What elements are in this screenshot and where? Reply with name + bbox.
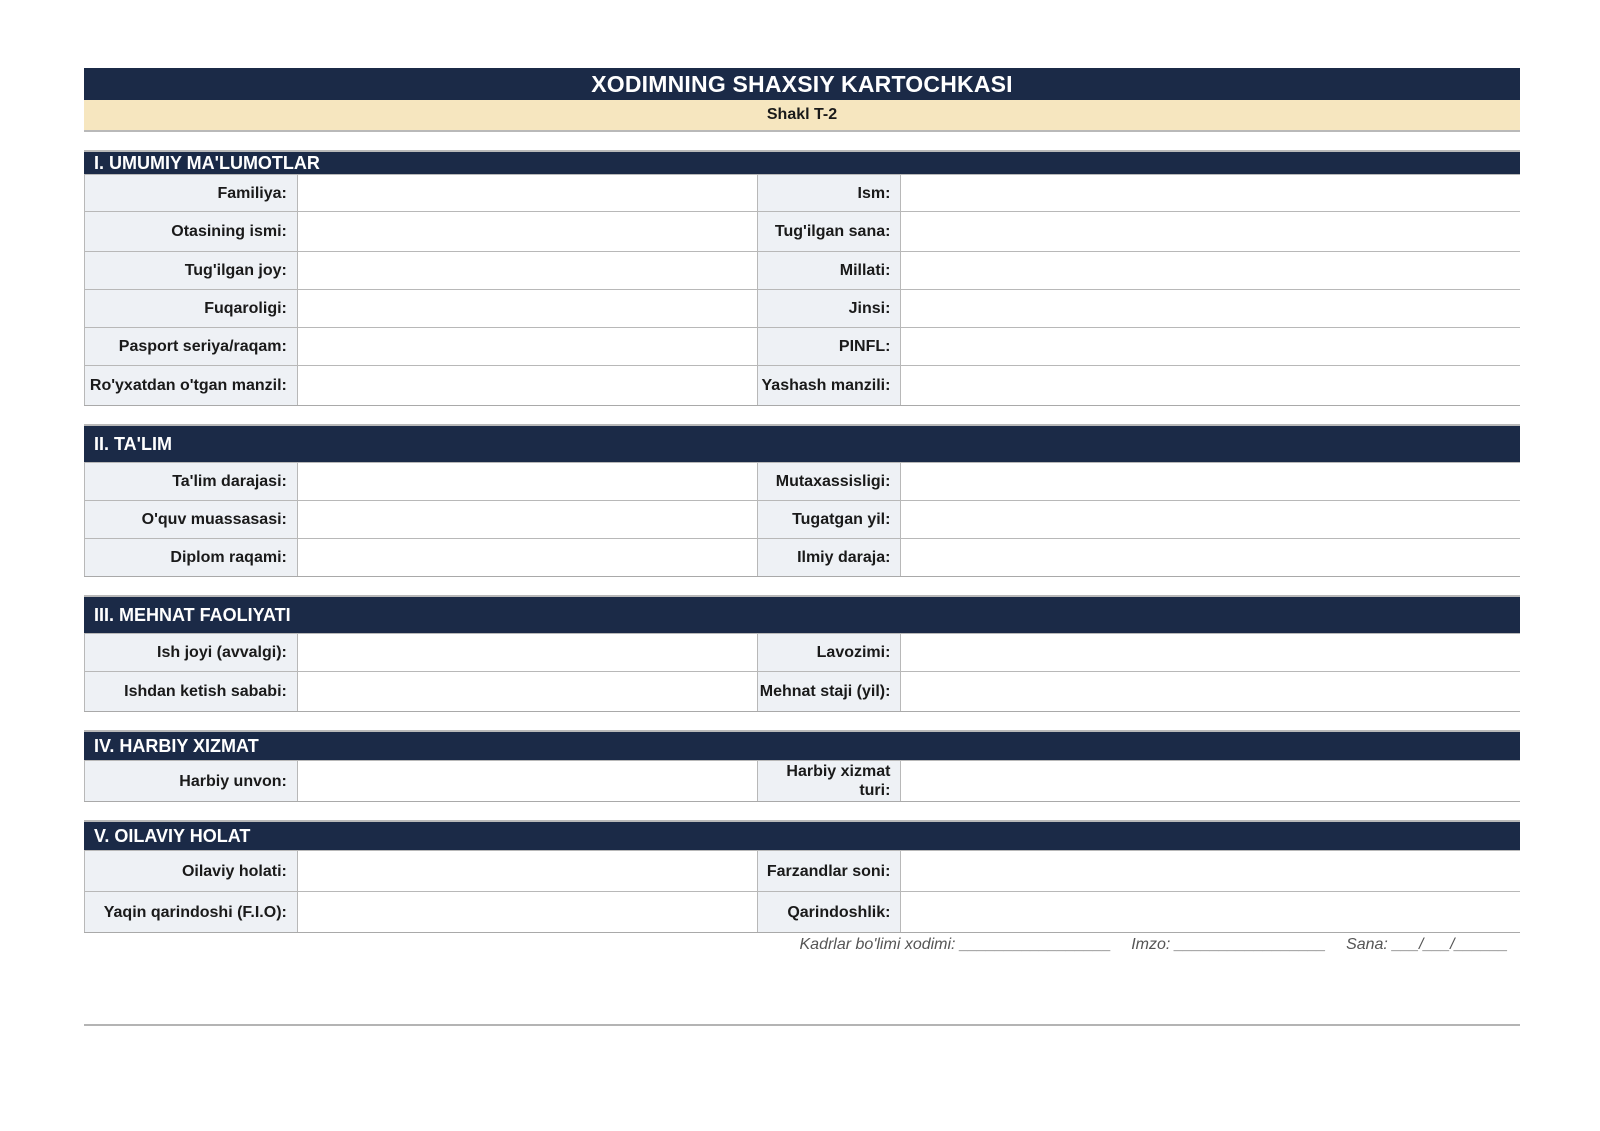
field-value-input[interactable]	[901, 761, 1520, 801]
form-row	[84, 760, 1520, 801]
field-value-input[interactable]	[298, 366, 758, 405]
field-label	[758, 328, 902, 365]
form-row	[84, 289, 1520, 327]
field-label-text: Mehnat staji (yil):	[759, 683, 891, 700]
field-label	[84, 634, 298, 671]
field-label	[758, 892, 902, 932]
field-label	[84, 290, 298, 327]
field-label	[84, 366, 298, 405]
field-label	[84, 851, 298, 891]
field-label-text: Otasining ismi:	[171, 223, 287, 240]
section-rows-family	[84, 850, 1520, 932]
form-subtitle: Shakl T-2	[84, 100, 1520, 132]
form-row	[84, 251, 1520, 289]
field-label-text: Ishdan ketish sababi:	[124, 683, 287, 700]
field-label	[758, 851, 902, 891]
field-label-text: Ilmiy daraja:	[797, 549, 891, 566]
field-label-text: Familiya:	[217, 184, 287, 202]
personnel-card-form	[84, 68, 1520, 953]
field-label-text: Lavozimi:	[816, 644, 891, 661]
field-value-input[interactable]	[298, 634, 758, 671]
field-label-text: O'quv muassasasi:	[141, 511, 287, 528]
section-general	[84, 150, 1520, 406]
section-heading-general: I. UMUMIY MA'LUMOTLAR	[84, 150, 1520, 174]
field-label	[84, 761, 298, 801]
field-label-text: Ish joyi (avvalgi):	[157, 644, 287, 661]
form-row	[84, 891, 1520, 932]
field-value-input[interactable]	[298, 212, 758, 251]
field-label-text: Ism:	[857, 184, 891, 202]
field-label	[84, 672, 298, 711]
field-label	[758, 175, 902, 211]
field-value-input[interactable]	[901, 328, 1520, 365]
form-row	[84, 671, 1520, 711]
form-row	[84, 538, 1520, 576]
field-label-text: Harbiy unvon:	[179, 772, 287, 790]
form-row	[84, 500, 1520, 538]
field-label-text: Fuqaroligi:	[204, 300, 287, 317]
field-label	[84, 463, 298, 500]
field-label-text: Harbiy xizmat turi:	[786, 763, 891, 799]
form-row	[84, 211, 1520, 251]
field-value-input[interactable]	[298, 539, 758, 576]
form-row	[84, 174, 1520, 211]
form-title: XODIMNING SHAXSIY KARTOCHKASI	[84, 68, 1520, 100]
section-heading-education: II. TA'LIM	[84, 424, 1520, 462]
field-label	[758, 672, 902, 711]
section-military	[84, 730, 1520, 802]
field-label	[758, 212, 902, 251]
field-label-text: Oilaviy holati:	[181, 862, 287, 880]
section-rows-general	[84, 174, 1520, 405]
field-value-input[interactable]	[298, 851, 758, 891]
field-value-input[interactable]	[298, 290, 758, 327]
field-label-text: Tug'ilgan sana:	[774, 223, 891, 240]
field-label-text: Ta'lim darajasi:	[172, 473, 287, 490]
field-value-input[interactable]	[298, 328, 758, 365]
section-heading-military: IV. HARBIY XIZMAT	[84, 730, 1520, 760]
field-value-input[interactable]	[298, 175, 758, 211]
field-value-input[interactable]	[298, 463, 758, 500]
field-value-input[interactable]	[901, 539, 1520, 576]
field-label-text: Tug'ilgan joy:	[184, 262, 287, 279]
field-label-text: Yaqin qarindoshi (F.I.O):	[103, 903, 287, 921]
date-line[interactable]: Sana: ___/___/______	[1346, 936, 1508, 953]
field-value-input[interactable]	[298, 761, 758, 801]
field-value-input[interactable]	[901, 892, 1520, 932]
field-value-input[interactable]	[298, 252, 758, 289]
field-value-input[interactable]	[901, 212, 1520, 251]
section-heading-work: III. MEHNAT FAOLIYATI	[84, 595, 1520, 633]
field-label-text: Tugatgan yil:	[792, 511, 891, 528]
field-label	[84, 328, 298, 365]
field-label-text: Pasport seriya/raqam:	[118, 338, 287, 355]
field-label	[84, 539, 298, 576]
field-label	[758, 539, 902, 576]
field-value-input[interactable]	[298, 501, 758, 538]
section-work	[84, 595, 1520, 712]
field-value-input[interactable]	[901, 501, 1520, 538]
section-rows-work	[84, 633, 1520, 711]
form-row	[84, 462, 1520, 500]
field-value-input[interactable]	[901, 672, 1520, 711]
field-label	[758, 634, 902, 671]
form-row	[84, 633, 1520, 671]
field-value-input[interactable]	[901, 252, 1520, 289]
field-label-text: Diplom raqami:	[170, 549, 287, 566]
form-row	[84, 365, 1520, 405]
field-label	[84, 892, 298, 932]
field-label-text: Qarindoshlik:	[787, 903, 891, 921]
section-family	[84, 820, 1520, 933]
field-label	[758, 761, 902, 801]
field-label	[758, 290, 902, 327]
field-value-input[interactable]	[901, 366, 1520, 405]
form-row	[84, 327, 1520, 365]
field-label	[84, 501, 298, 538]
field-label-text: Jinsi:	[848, 300, 891, 317]
section-rows-education	[84, 462, 1520, 576]
field-label	[84, 175, 298, 211]
form-row	[84, 850, 1520, 891]
field-label	[758, 366, 902, 405]
field-label	[84, 252, 298, 289]
field-label	[758, 252, 902, 289]
field-label-text: PINFL:	[838, 338, 891, 355]
field-label-text: Mutaxassisligi:	[775, 473, 891, 490]
field-value-input[interactable]	[901, 290, 1520, 327]
field-value-input[interactable]	[298, 672, 758, 711]
hr-officer-line[interactable]: Kadrlar bo'limi xodimi: _________________	[799, 936, 1112, 953]
bottom-divider	[84, 1024, 1520, 1026]
field-value-input[interactable]	[298, 892, 758, 932]
field-label	[758, 501, 902, 538]
field-label-text: Farzandlar soni:	[766, 862, 891, 880]
field-label-text: Millati:	[839, 262, 891, 279]
field-label	[758, 463, 902, 500]
field-value-input[interactable]	[901, 463, 1520, 500]
field-value-input[interactable]	[901, 634, 1520, 671]
signature-line[interactable]: Imzo: _________________	[1131, 936, 1327, 953]
signature-footer	[800, 936, 1509, 954]
section-rows-military	[84, 760, 1520, 801]
field-value-input[interactable]	[901, 851, 1520, 891]
section-heading-family: V. OILAVIY HOLAT	[84, 820, 1520, 850]
field-label-text: Ro'yxatdan o'tgan manzil:	[89, 377, 287, 394]
field-value-input[interactable]	[901, 175, 1520, 211]
field-label	[84, 212, 298, 251]
field-label-text: Yashash manzili:	[761, 377, 891, 394]
section-education	[84, 424, 1520, 577]
